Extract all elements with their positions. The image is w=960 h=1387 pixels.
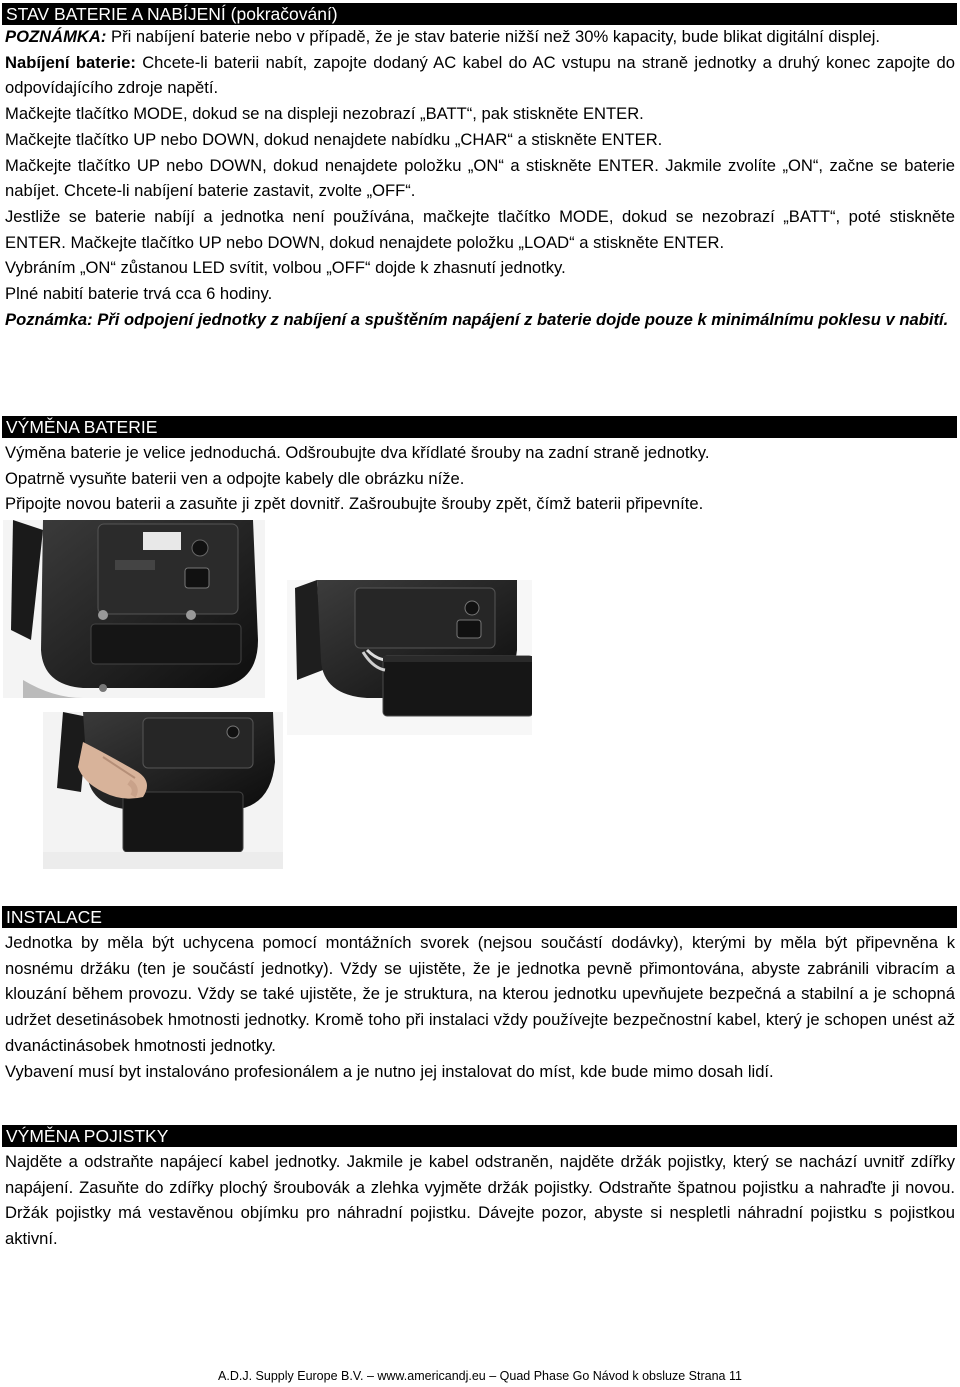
battery-text-block (5, 24, 955, 332)
step-2: Mačkejte tlačítko UP nebo DOWN, dokud nenajdete nabídku „CHAR“ a stiskněte ENTER. (5, 129, 663, 149)
install-paragraph-1: Jednotka by měla být uchycena pomocí montážních svorek (nejsou součástí dodávky), kterými by měla být připevněna k nosnému držáku (ten je součástí jednotky). Vždy se ujistěte, že je jednotka pevně přimontována, abyste zabránili vibracím a klouzání během provozu. Vždy se také ujistěte, že je struktura, na kterou jednotku upevňujete bezpečná a stabilní a je schopná udržet desetinásobek hmotnosti jednotky. Kromě toho při instalaci vždy používejte bezpečnostní kabel, který je schopen unést až dvanáctinásobek hmotnosti jednotky. (5, 933, 955, 1055)
hand-removing-battery-photo (43, 712, 283, 869)
step-4: Jestliže se baterie nabíjí a jednotka není používána, mačkejte tlačítko MODE, dokud se nezobrazí „BATT“, poté stiskněte ENTER. Mačkejte tlačítko UP nebo DOWN, dokud nenajdete položku „LOAD“ a stiskněte ENTER. (5, 206, 955, 252)
section-heading-fuse: VÝMĚNA POJISTKY (2, 1125, 957, 1147)
charge-label: Nabíjení baterie: (5, 52, 136, 72)
replace-line-1: Výměna baterie je velice jednoduchá. Odšroubujte dva křídlaté šrouby na zadní straně jednotky. (5, 443, 710, 462)
page-footer: A.D.J. Supply Europe B.V. – www.americandj.eu – Quad Phase Go Návod k obsluze Strana 11 (218, 1369, 742, 1383)
replace-battery-text (5, 440, 955, 517)
charge-text: Chcete-li baterii nabít, zapojte dodaný AC kabel do AC vstupu na straně jednotky a druhý konec zapojte do odpovídajícího zdroje napětí. (5, 52, 955, 98)
fuse-paragraph: Najděte a odstraňte napájecí kabel jednotky. Jakmile je kabel odstraněn, najděte držák pojistky, který se nachází uvnitř zdířky napájení. Zasuňte do zdířky plochý šroubovák a zlehka vyjměte držák pojistky. Odstraňte špatnou pojistku a nahraďte ji novou. Držák pojistky má vestavěnou objímku pro náhradní pojistku. Dávejte pozor, abyste si nespletli náhradní pojistku s pojistkou aktivní. (5, 1152, 955, 1249)
final-note: Poznámka: Při odpojení jednotky z nabíjení a spuštěním napájení z baterie dojde pouze k minimálnímu poklesu v nabití. (5, 309, 949, 329)
note-label: POZNÁMKA: (5, 27, 107, 46)
step-3: Mačkejte tlačítko UP nebo DOWN, dokud nenajdete položku „ON“ a stiskněte ENTER. Jakmile zvolíte „ON“, začne se baterie nabíjet. Chcete-li nabíjení baterie zastavit, zvolte „OFF“. (5, 155, 955, 201)
note-text: Při nabíjení baterie nebo v případě, že je stav baterie nižší než 30% kapacity, bude blikat digitální displej. (106, 27, 881, 46)
step-1: Mačkejte tlačítko MODE, dokud se na displeji nezobrazí „BATT“, pak stiskněte ENTER. (5, 104, 644, 124)
replace-line-2: Opatrně vysuňte baterii ven a odpojte kabely dle obrázku níže. (5, 468, 465, 488)
step-5: Vybráním „ON“ zůstanou LED svítit, volbou „OFF“ dojde k zhasnutí jednotky. (5, 258, 566, 278)
section-heading-install: INSTALACE (2, 906, 957, 928)
battery-pulled-out-photo (287, 580, 532, 735)
unit-back-photo (3, 520, 265, 698)
section-heading-battery: STAV BATERIE A NABÍJENÍ (pokračování) (2, 3, 957, 25)
install-text (5, 930, 955, 1084)
charge-paragraph (5, 50, 955, 101)
install-paragraph-2: Vybavení musí byt instalováno profesionálem a je nutno jej instalovat do míst, kde bude mimo dosah lidí. (5, 1061, 774, 1081)
note-paragraph (5, 24, 955, 50)
step-6: Plné nabití baterie trvá cca 6 hodiny. (5, 284, 273, 304)
section-heading-replace-battery: VÝMĚNA BATERIE (2, 416, 957, 438)
fuse-text (5, 1149, 955, 1252)
replace-line-3: Připojte novou baterii a zasuňte ji zpět dovnitř. Zašroubujte šrouby zpět, čímž baterii připevníte. (5, 494, 704, 514)
